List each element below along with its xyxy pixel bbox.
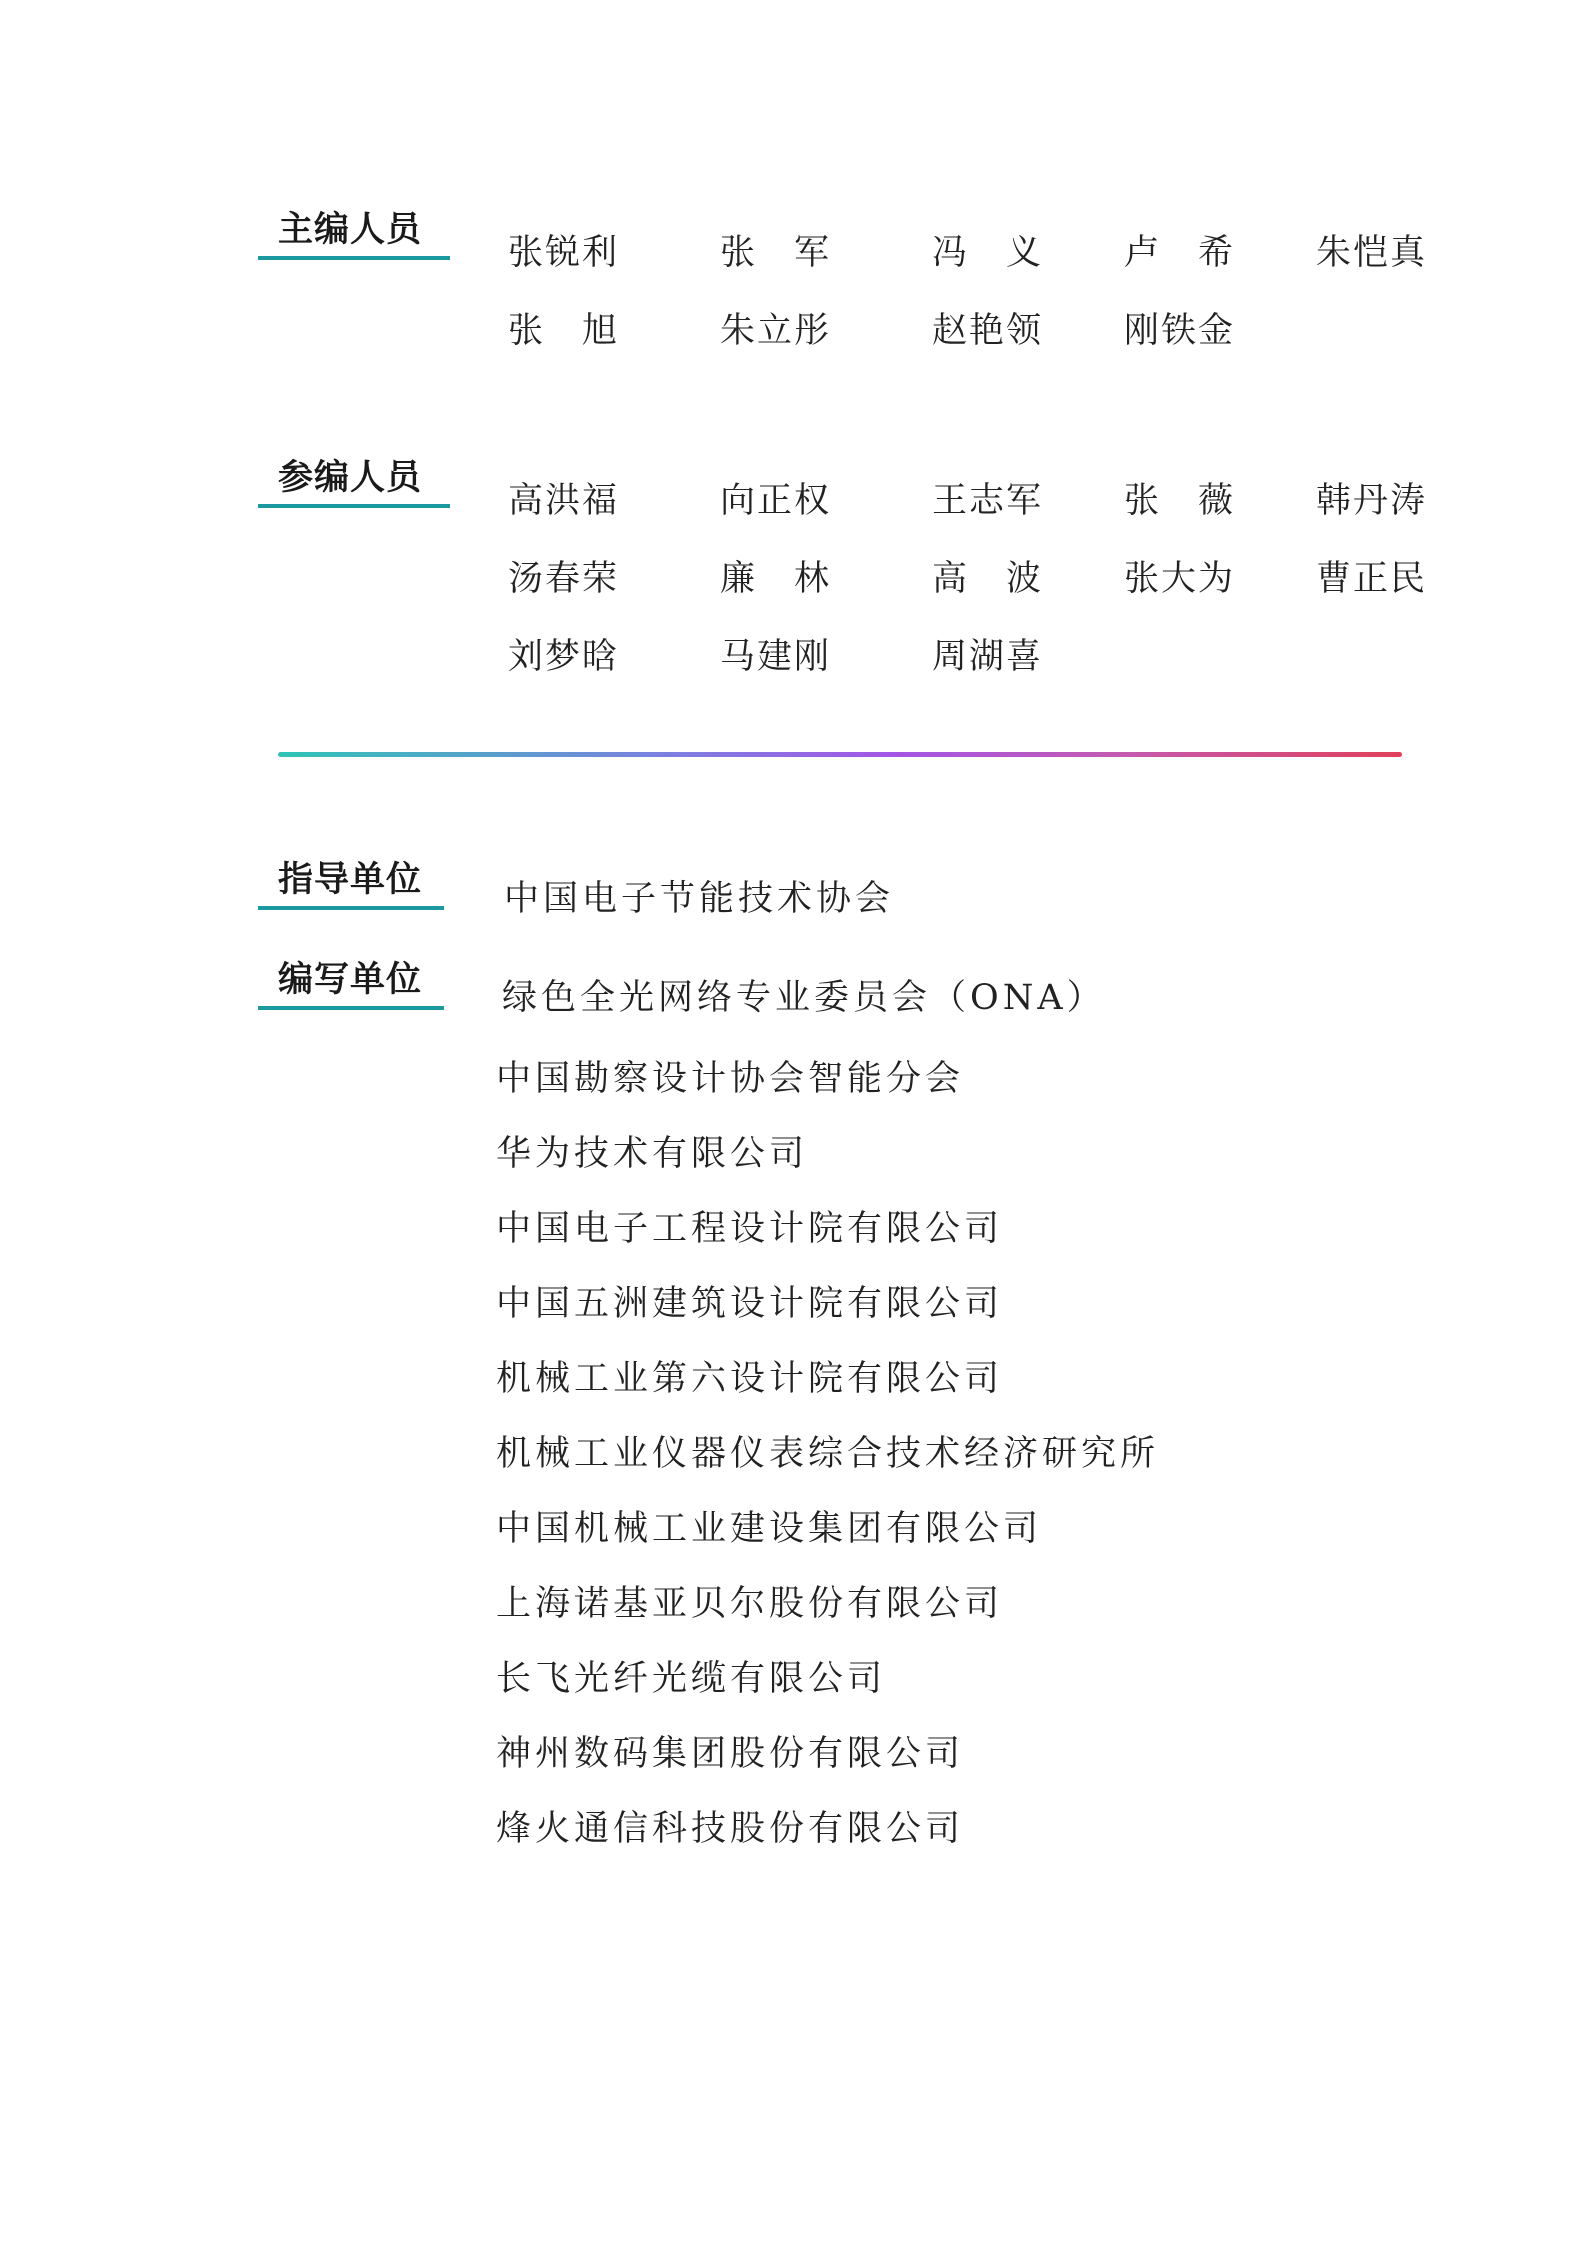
- contributor-name: 高洪福: [508, 481, 620, 521]
- writer-organization: 华为技术有限公司: [496, 1134, 809, 1174]
- gradient-divider: [278, 752, 1402, 757]
- writer-organization: 神州数码集团股份有限公司: [496, 1734, 965, 1774]
- editor-name: 张锐利: [508, 233, 620, 273]
- writer-organization: 上海诺基亚贝尔股份有限公司: [496, 1584, 1004, 1624]
- editor-name: 朱恺真: [1316, 233, 1428, 273]
- writer-organization: 中国机械工业建设集团有限公司: [496, 1509, 1043, 1549]
- editors-heading-underline: [258, 256, 450, 260]
- editor-name: 张 军: [720, 233, 832, 273]
- contributor-name: 马建刚: [720, 637, 832, 677]
- contributors-name-list: [508, 476, 1508, 710]
- editor-name: 朱立彤: [720, 311, 832, 351]
- contributor-name: 张 薇: [1124, 481, 1236, 521]
- contributor-name: 廉 林: [720, 559, 832, 599]
- editor-name: 张 旭: [508, 311, 620, 351]
- contributor-name: 周湖喜: [932, 637, 1044, 677]
- writer-organization: 长飞光纤光缆有限公司: [496, 1659, 887, 1699]
- contributor-name: 张大为: [1124, 559, 1236, 599]
- writer-organization: 绿色全光网络专业委员会（ONA）: [502, 978, 1106, 1018]
- editor-name: 卢 希: [1124, 233, 1236, 273]
- editor-name: 刚铁金: [1124, 311, 1236, 351]
- contributor-name: 刘梦晗: [508, 637, 620, 677]
- contributor-name: 王志军: [932, 481, 1044, 521]
- editor-name: 赵艳领: [932, 311, 1044, 351]
- writer-organization: 中国电子工程设计院有限公司: [496, 1209, 1004, 1249]
- writer-organization: 中国勘察设计协会智能分会: [496, 1059, 965, 1099]
- editor-name: 冯 义: [932, 233, 1044, 273]
- guide-heading-underline: [258, 906, 444, 910]
- writer-organization: 机械工业第六设计院有限公司: [496, 1359, 1004, 1399]
- writer-organization: 中国五洲建筑设计院有限公司: [496, 1284, 1004, 1324]
- contributor-name: 高 波: [932, 559, 1044, 599]
- writers-heading: 编写单位: [258, 960, 444, 1000]
- writer-organization: 烽火通信科技股份有限公司: [496, 1809, 965, 1849]
- editors-name-list: [508, 228, 1508, 384]
- contributor-name: 韩丹涛: [1316, 481, 1428, 521]
- writers-organization-list: [496, 1055, 1159, 1880]
- writer-organization: 机械工业仪器仪表综合技术经济研究所: [496, 1434, 1160, 1474]
- contributor-name: 汤春荣: [508, 559, 620, 599]
- contributors-heading: 参编人员: [258, 458, 450, 498]
- writers-heading-underline: [258, 1006, 444, 1010]
- guide-organization: 中国电子节能技术协会: [504, 879, 895, 919]
- contributors-heading-underline: [258, 504, 450, 508]
- editors-heading: 主编人员: [258, 210, 450, 250]
- guide-heading: 指导单位: [258, 860, 444, 900]
- contributor-name: 向正权: [720, 481, 832, 521]
- contributor-name: 曹正民: [1316, 559, 1428, 599]
